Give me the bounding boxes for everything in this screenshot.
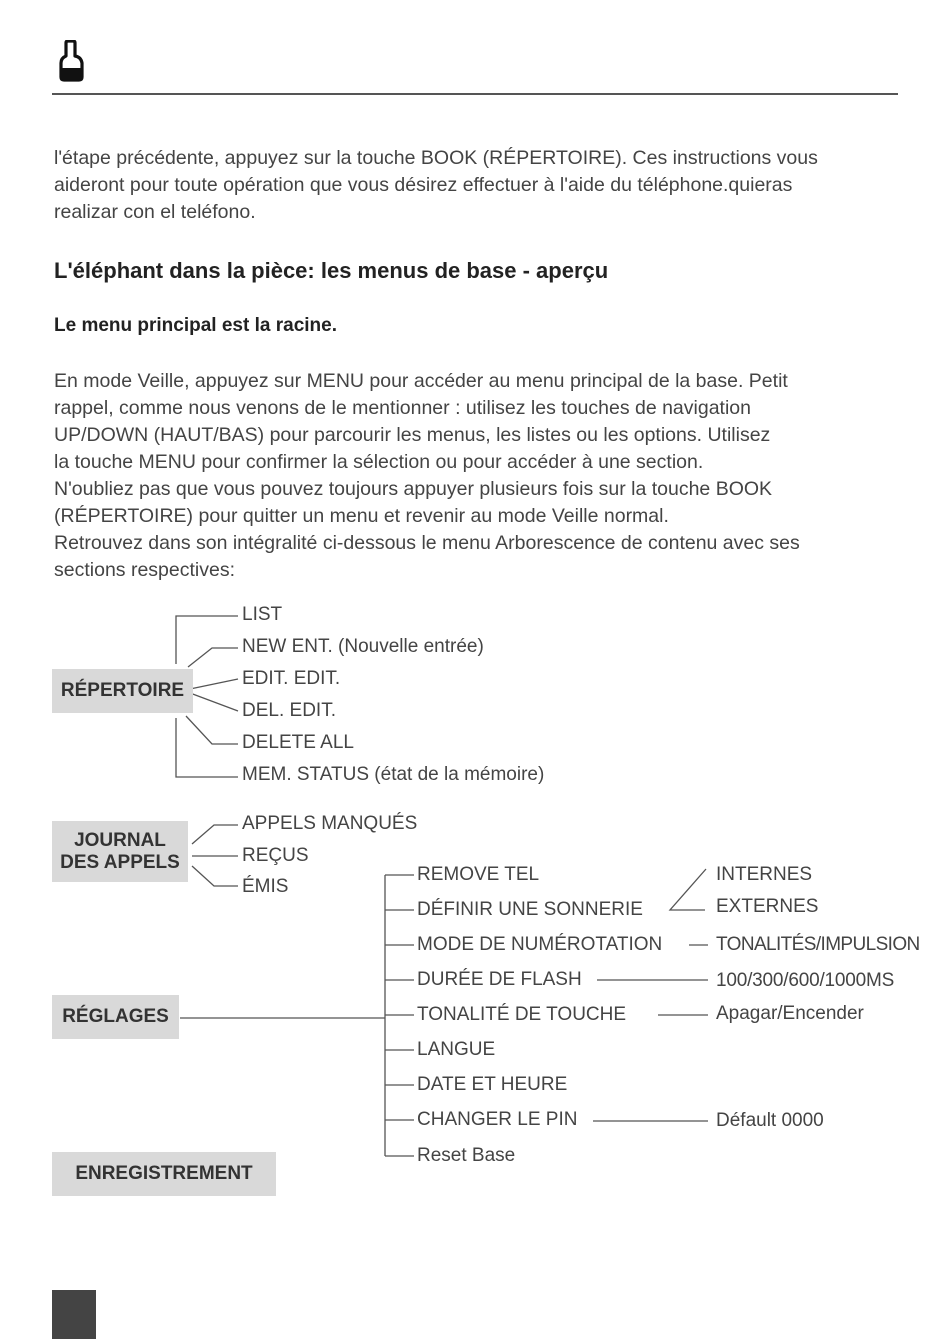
body-line: N'oubliez pas que vous pouvez toujours appuyer plusieurs fois sur la touche BOOK bbox=[54, 478, 773, 500]
body-line: UP/DOWN (HAUT/BAS) pour parcourir les menus, les listes ou les options. Utilisez bbox=[54, 424, 771, 446]
tonalite-touche-option: Apagar/Encender bbox=[716, 1003, 864, 1024]
pin-option: Défault 0000 bbox=[716, 1110, 824, 1131]
body-line: (RÉPERTOIRE) pour quitter un menu et revenir au mode Veille normal. bbox=[54, 505, 669, 527]
reglages-item-changer-pin: CHANGER LE PIN bbox=[417, 1109, 578, 1130]
menu-journal-label-line1: JOURNAL bbox=[74, 829, 166, 851]
repertoire-item-edit: EDIT. EDIT. bbox=[242, 668, 341, 689]
reglages-item-date-heure: DATE ET HEURE bbox=[417, 1074, 568, 1095]
menu-enregistrement-label: ENREGISTREMENT bbox=[75, 1163, 253, 1184]
repertoire-item-new-entry: NEW ENT. (Nouvelle entrée) bbox=[242, 636, 484, 657]
intro-line: realizar con el teléfono. bbox=[54, 201, 256, 223]
repertoire-item-mem-status: MEM. STATUS (état de la mémoire) bbox=[242, 764, 545, 785]
menu-repertoire-label: RÉPERTOIRE bbox=[60, 680, 185, 701]
intro-line: l'étape précédente, appuyez sur la touche BOOK (RÉPERTOIRE). Ces instructions vous bbox=[54, 147, 818, 169]
reglages-item-tonalite-touche: TONALITÉ DE TOUCHE bbox=[417, 1004, 627, 1025]
reglages-item-langue: LANGUE bbox=[417, 1039, 496, 1060]
journal-item-sent: ÉMIS bbox=[242, 876, 289, 897]
reglages-item-reset-base: Reset Base bbox=[417, 1145, 516, 1166]
reglages-item-sonnerie: DÉFINIR UNE SONNERIE bbox=[417, 899, 643, 920]
menu-repertoire-box bbox=[52, 669, 193, 713]
repertoire-item-delete: DEL. EDIT. bbox=[242, 700, 336, 721]
repertoire-item-delete-all: DELETE ALL bbox=[242, 732, 354, 753]
menu-reglages-label: RÉGLAGES bbox=[62, 1006, 169, 1027]
body-line: rappel, comme nous venons de le mentionner : utilisez les touches de navigation bbox=[54, 397, 751, 419]
menu-reglages-box bbox=[52, 995, 179, 1039]
repertoire-item-list: LIST bbox=[242, 604, 283, 625]
subsection-title: Le menu principal est la racine. bbox=[54, 315, 337, 336]
flash-option: 100/300/600/1000MS bbox=[716, 970, 895, 991]
menu-journal-label-line2: DES APPELS bbox=[60, 851, 180, 873]
menu-journal-box bbox=[52, 821, 188, 882]
body-line: sections respectives: bbox=[54, 559, 235, 581]
numerotation-option: TONALITÉS/IMPULSION bbox=[716, 934, 920, 955]
body-line: En mode Veille, appuyez sur MENU pour accéder au menu principal de la base. Petit bbox=[54, 370, 788, 392]
page-marker-block bbox=[52, 1290, 96, 1339]
reglages-item-flash: DURÉE DE FLASH bbox=[417, 969, 582, 990]
sonnerie-option-externes: EXTERNES bbox=[716, 896, 819, 917]
body-line: Retrouvez dans son intégralité ci-dessous le menu Arborescence de contenu avec ses bbox=[54, 532, 800, 554]
menu-enregistrement-box bbox=[52, 1152, 276, 1196]
sonnerie-option-internes: INTERNES bbox=[716, 864, 813, 885]
intro-line: aideront pour toute opération que vous désirez effectuer à l'aide du téléphone.quieras bbox=[54, 174, 793, 196]
reglages-item-remove-tel: REMOVE TEL bbox=[417, 864, 540, 885]
body-line: la touche MENU pour confirmer la sélection ou pour accéder à une section. bbox=[54, 451, 704, 473]
reglages-item-numerotation: MODE DE NUMÉROTATION bbox=[417, 934, 663, 955]
journal-item-missed: APPELS MANQUÉS bbox=[242, 813, 418, 834]
journal-item-received: REÇUS bbox=[242, 845, 309, 866]
section-title: L'éléphant dans la pièce: les menus de base - aperçu bbox=[54, 258, 609, 283]
